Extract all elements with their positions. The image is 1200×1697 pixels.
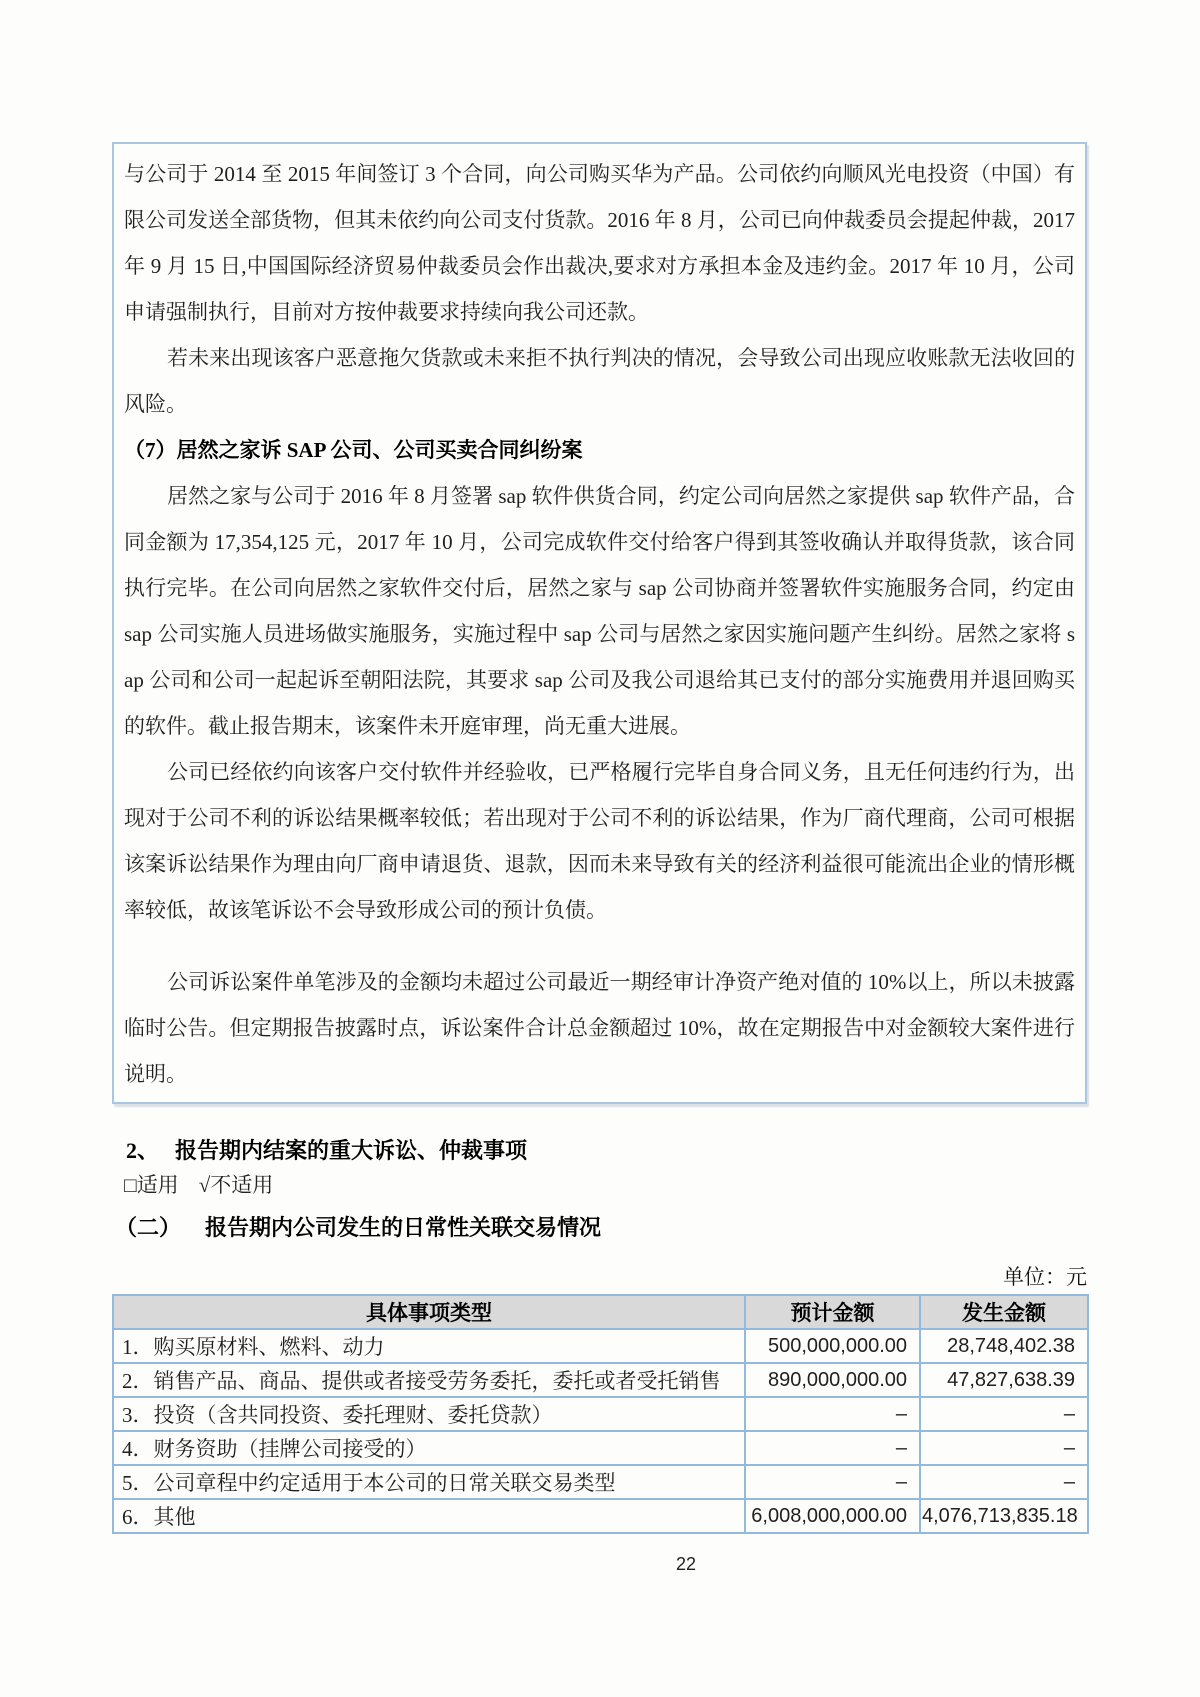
section2-number: 2、 [126,1138,160,1163]
expected-amount-cell: – [745,1431,920,1465]
actual-amount-cell: 28,748,402.38 [920,1329,1088,1363]
paragraph-case7-background: 居然之家与公司于 2016 年 8 月签署 sap 软件供货合同，约定公司向居然之家提供 sap 软件产品，合同金额为 17,354,125 元，2017 年 10 月，公司完成软件交付给客户得到其签收确认并取得货款，该合同执行完毕。在公司向居然之家软件交付后，居然之家与 sap 公司协商并签署软件实施服务合同，约定由 sap 公司实施人员进场做实施服务，实施过程中 sap 公司与居然之家因实施问题产生纠纷。居然之家将 sap 公司和公司一起起诉至朝阳法院，其要求 sap 公司及我公司退给其已支付的部分实施费用并退回购买的软件。截止报告期末，该案件未开庭审理，尚无重大进展。 [124,484,1075,738]
row-label-cell: 3．投资（含共同投资、委托理财、委托贷款） [113,1397,745,1431]
expected-amount-cell: – [745,1465,920,1499]
paragraph-disclosure-policy: 公司诉讼案件单笔涉及的金额均未超过公司最近一期经审计净资产绝对值的 10%以上，所以未披露临时公告。但定期报告披露时点，诉讼案件合计总金额超过 10%，故在定期报告中对金额较大案件进行说明。 [124,970,1075,1086]
row-label-cell: 5．公司章程中约定适用于本公司的日常关联交易类型 [113,1465,745,1499]
actual-amount-cell: 4,076,713,835.18 [920,1499,1088,1533]
actual-amount-cell: – [920,1431,1088,1465]
header-actual-amount: 发生金额 [920,1295,1088,1329]
header-expected-amount: 预计金额 [745,1295,920,1329]
expected-amount-cell: 890,000,000.00 [745,1363,920,1397]
unit-label: 单位：元 [1003,1265,1087,1289]
section2-heading [126,1134,527,1165]
table-row [113,1329,1088,1363]
section-er-title: 报告期内公司发生的日常性关联交易情况 [205,1215,602,1240]
case7-heading: （7）居然之家诉 SAP 公司、公司买卖合同纠纷案 [124,438,583,462]
table-row [113,1397,1088,1431]
checkbox-empty-icon: □ [124,1173,137,1197]
table-row [113,1465,1088,1499]
related-transactions-table [112,1294,1089,1534]
checkmark-icon: √ [198,1173,211,1197]
litigation-disclosure-box [112,142,1087,1104]
paragraph-case7-assessment: 公司已经依约向该客户交付软件并经验收，已严格履行完毕自身合同义务，且无任何违约行为，出现对于公司不利的诉讼结果概率较低；若出现对于公司不利的诉讼结果，作为厂商代理商，公司可根据该案诉讼结果作为理由向厂商申请退货、退款，因而未来导致有关的经济利益很可能流出企业的情形概率较低，故该笔诉讼不会导致形成公司的预计负债。 [124,760,1075,922]
table-row [113,1431,1088,1465]
header-item-type: 具体事项类型 [113,1295,745,1329]
actual-amount-cell: – [920,1465,1088,1499]
expected-amount-cell: 6,008,000,000.00 [745,1499,920,1533]
row-label-cell: 4．财务资助（挂牌公司接受的） [113,1431,745,1465]
table-row [113,1363,1088,1397]
actual-amount-cell: – [920,1397,1088,1431]
section-er-number: （二） [115,1215,182,1240]
not-applicable-label: 不适用 [210,1173,274,1197]
row-label-cell: 1．购买原材料、燃料、动力 [113,1329,745,1363]
expected-amount-cell: – [745,1397,920,1431]
applicable-label: 适用 [136,1173,179,1197]
section-related-transactions-heading [115,1211,601,1242]
paragraph-risk-warning: 若未来出现该客户恶意拖欠货款或未来拒不执行判决的情况，会导致公司出现应收账款无法收回的风险。 [124,346,1075,416]
table-row [113,1499,1088,1533]
page-number: 22 [675,1554,697,1574]
section2-title: 报告期内结案的重大诉讼、仲裁事项 [175,1138,528,1163]
expected-amount-cell: 500,000,000.00 [745,1329,920,1363]
paragraph-arbitration-continued: 与公司于 2014 至 2015 年间签订 3 个合同，向公司购买华为产品。公司依约向顺风光电投资（中国）有限公司发送全部货物，但其未依约向公司支付货款。2016 年 8 月，公司已向仲裁委员会提起仲裁，2017 年 9 月 15 日,中国国际经济贸易仲裁委员会作出裁决,要求对方承担本金及违约金。2017 年 10 月，公司申请强制执行，目前对方按仲裁要求持续向我公司还款。 [124,162,1075,324]
table-header-row [113,1295,1088,1329]
row-label-cell: 2．销售产品、商品、提供或者接受劳务委托，委托或者受托销售 [113,1363,745,1397]
actual-amount-cell: 47,827,638.39 [920,1363,1088,1397]
row-label-cell: 6．其他 [113,1499,745,1533]
applicability-line [124,1169,273,1199]
